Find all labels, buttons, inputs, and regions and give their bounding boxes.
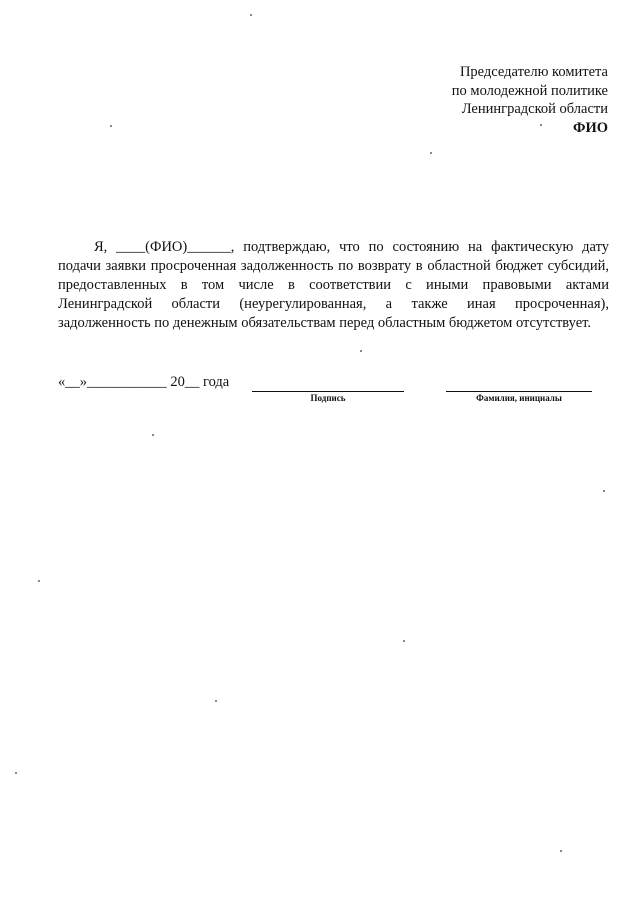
- scan-speck: [403, 640, 405, 642]
- date-field: «__»___________ 20__ года: [58, 374, 230, 390]
- name-initials-line: [446, 376, 592, 392]
- addressee-block: [308, 63, 608, 137]
- scan-speck: [152, 434, 154, 436]
- scan-speck: [360, 350, 362, 352]
- addressee-line-1: Председателю комитета: [459, 64, 608, 80]
- scan-speck: [250, 14, 252, 16]
- scan-speck: [38, 580, 40, 582]
- signature-line: [252, 376, 404, 392]
- addressee-name: ФИО: [572, 119, 608, 136]
- name-initials-caption: Фамилия, инициалы: [476, 393, 562, 403]
- addressee-line-3: Ленинградской области: [461, 101, 608, 117]
- confirmation-paragraph: Я, ____(ФИО)______, подтверждаю, что по состоянию на фактическую дату подачи заявки просроченная задолженность по возврату в областной бюджет субсидий, предоставленных в том числе в соответствии с иными правовыми актами Ленинградской области (неурегулированная, а также иная просроченная), задолженность по денежным обязательствам перед областным бюджетом отсутствует.: [58, 239, 609, 331]
- scan-speck: [560, 850, 562, 852]
- scan-speck: [215, 700, 217, 702]
- addressee-line-2: по молодежной политике: [451, 82, 608, 99]
- scan-speck: [110, 125, 112, 127]
- scan-speck: [540, 124, 542, 126]
- signature-row: [58, 374, 609, 414]
- scan-speck: [603, 490, 605, 492]
- scan-speck: [430, 152, 432, 154]
- signature-caption: Подпись: [310, 393, 346, 403]
- scan-speck: [15, 772, 17, 774]
